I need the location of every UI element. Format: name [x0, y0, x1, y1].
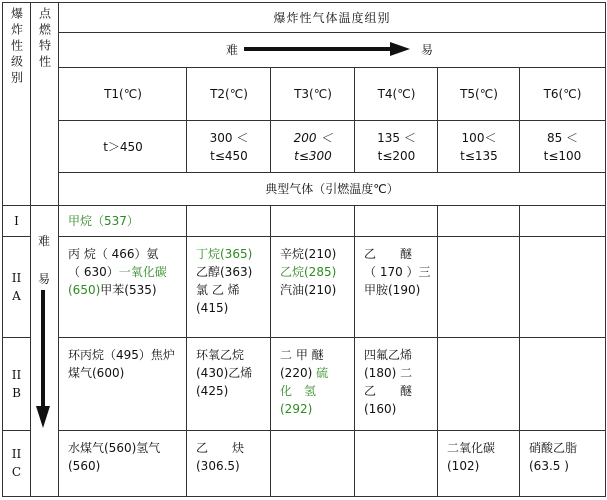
gas-text: 环丙烷（495）焦炉: [68, 348, 175, 362]
gas-line: [364, 245, 429, 263]
temp-group-range: [271, 121, 355, 172]
temp-range-line1: 85 ＜: [546, 130, 579, 145]
gas-text: 硫: [312, 366, 329, 380]
temp-group-range: [520, 121, 605, 172]
temp-group-range: [187, 121, 271, 172]
typical-gas-title: 典型气体（引燃温度℃）: [265, 182, 399, 196]
temp-group-name: T5(℃): [460, 87, 498, 101]
gas-line: [447, 457, 511, 475]
explosion-level: II B: [11, 368, 22, 400]
temp-range-line2: t≤450: [210, 148, 248, 163]
gas-line: [364, 346, 429, 364]
level-col-label: 爆炸性级别: [9, 7, 24, 87]
gas-text: (63.5 ): [529, 459, 569, 473]
side-label-easy: 易: [38, 272, 51, 286]
temp-group-range: [355, 121, 438, 172]
gas-text: 乙 醚: [364, 247, 413, 261]
side-label-hard: 难: [38, 234, 51, 248]
gas-cell: [271, 431, 354, 495]
ignite-col-label: 点燃特性: [37, 7, 52, 71]
gas-line: [364, 382, 429, 400]
temp-range-line1: 200 ＜: [293, 130, 333, 145]
gas-cell: [187, 338, 270, 430]
gas-line: [529, 457, 596, 475]
gas-line: [280, 400, 346, 418]
gas-text: （ 630）: [68, 265, 119, 279]
gas-text: (425): [196, 384, 229, 398]
gas-cell: [59, 206, 186, 236]
gas-line: [196, 299, 262, 317]
down-arrow-icon: [35, 290, 51, 430]
temp-group-name: T2(℃): [210, 87, 248, 101]
gas-text: 水煤气(560)氢气: [68, 441, 161, 455]
gas-text: 一氧化碳: [118, 265, 167, 279]
explosion-level: I: [14, 214, 19, 228]
gas-text: 甲烷（537）: [68, 214, 139, 228]
gas-cell: [271, 338, 354, 430]
gas-text: 环氧乙烷: [196, 348, 245, 362]
gas-cell: [187, 237, 270, 337]
gas-text: 二 甲 醚: [280, 348, 324, 362]
gas-cell: [59, 338, 186, 430]
gas-text: (220): [280, 366, 313, 380]
gas-line: [196, 382, 262, 400]
temp-group-name: T3(℃): [294, 87, 332, 101]
gas-text: 乙烷(285): [280, 265, 337, 279]
temp-range-line1: t＞450: [103, 139, 143, 154]
gas-text: 硝酸乙脂: [529, 441, 578, 455]
explosion-level: II A: [11, 271, 22, 303]
gas-cell: [438, 237, 519, 337]
gas-line: [196, 439, 262, 457]
gas-cell: [520, 338, 604, 430]
gas-line: [280, 382, 346, 400]
temp-group-name: T6(℃): [543, 87, 582, 101]
table-border-bottom: [2, 496, 605, 497]
gas-text: (102): [447, 459, 480, 473]
explosion-level: II C: [11, 447, 22, 479]
arrow-label-easy: 易: [421, 43, 434, 57]
temp-range-line2: t≤100: [543, 148, 582, 163]
gas-text: （ 170 ）三: [364, 265, 431, 279]
table-title: 爆炸性气体温度组别: [273, 10, 391, 25]
gas-line: [196, 346, 262, 364]
gas-cell: [438, 431, 519, 495]
gas-text: 辛烷(210): [280, 247, 337, 261]
arrow-label-hard: 难: [226, 43, 239, 57]
gas-text: 甲胺(190): [364, 283, 421, 297]
right-arrow-icon: [244, 41, 412, 57]
gas-line: [280, 281, 346, 299]
gas-text: 乙 醚: [364, 384, 413, 398]
gas-cell: [520, 431, 604, 495]
gas-text: 二氧化碳: [447, 441, 496, 455]
gas-text: 氯 乙 烯: [196, 283, 240, 297]
gas-line: [196, 364, 262, 382]
temp-group-name: T1(℃): [104, 87, 142, 101]
gas-line: [196, 281, 262, 299]
gas-cell: [355, 431, 437, 495]
gas-text: (180) 二: [364, 366, 413, 380]
gas-line: [364, 263, 429, 281]
difficulty-arrow-row: [59, 33, 605, 67]
gas-line: [68, 263, 178, 281]
table-border-right: [605, 2, 606, 497]
gas-cell: [271, 206, 354, 236]
gas-text: 四氟乙烯: [364, 348, 413, 362]
gas-text: (306.5): [196, 459, 240, 473]
temp-range-line1: 300 ＜: [209, 130, 249, 145]
gas-cell: [187, 431, 270, 495]
gas-cell: [520, 206, 604, 236]
gas-cell: [520, 237, 604, 337]
temp-group-range: [59, 121, 187, 172]
temp-range-line2: t≤200: [377, 148, 416, 163]
gas-text: 煤气(600): [68, 366, 125, 380]
gas-line: [280, 346, 346, 364]
gas-line: [68, 364, 178, 382]
temp-range-line1: 100＜: [461, 130, 497, 145]
gas-text: (650): [68, 283, 101, 297]
gas-line: [364, 400, 429, 418]
gas-text: (292): [280, 402, 313, 416]
gas-text: 乙 炔: [196, 441, 245, 455]
gas-line: [68, 346, 178, 364]
gas-line: [196, 457, 262, 475]
gas-text: (415): [196, 301, 229, 315]
gas-line: [68, 439, 178, 457]
gas-line: [68, 212, 178, 230]
gas-line: [280, 364, 346, 382]
gas-line: [364, 281, 429, 299]
level-col-header: [3, 3, 30, 203]
temp-range-line2: t≤300: [294, 148, 332, 163]
gas-text: (430)乙烯: [196, 366, 253, 380]
gas-line: [68, 281, 178, 299]
gas-line: [529, 439, 596, 457]
gas-line: [196, 245, 262, 263]
gas-line: [196, 263, 262, 281]
gas-cell: [59, 237, 186, 337]
gas-cell: [355, 338, 437, 430]
temp-range-line1: 135 ＜: [377, 130, 416, 145]
gas-text: (560): [68, 459, 101, 473]
gas-text: 化 氢: [280, 384, 317, 398]
ignite-col-header: [31, 3, 58, 203]
gas-line: [280, 245, 346, 263]
gas-line: [280, 263, 346, 281]
gas-cell: [355, 237, 437, 337]
gas-text: 乙醇(363): [196, 265, 253, 279]
gas-line: [447, 439, 511, 457]
gas-line: [364, 364, 429, 382]
temp-group-name: T4(℃): [377, 87, 416, 101]
gas-cell: [187, 206, 270, 236]
gas-line: [68, 457, 178, 475]
gas-text: 丁烷(365): [196, 247, 253, 261]
gas-cell: [271, 237, 354, 337]
gas-line: [68, 245, 178, 263]
gas-cell: [355, 206, 437, 236]
temp-range-line2: t≤135: [460, 148, 498, 163]
gas-cell: [438, 338, 519, 430]
gas-text: (160): [364, 402, 397, 416]
temp-group-range: [438, 121, 520, 172]
gas-text: 甲苯(535): [100, 283, 157, 297]
gas-text: 丙 烷（ 466）氨: [68, 247, 159, 261]
gas-cell: [59, 431, 186, 495]
gas-text: 汽油(210): [280, 283, 337, 297]
gas-cell: [438, 206, 519, 236]
